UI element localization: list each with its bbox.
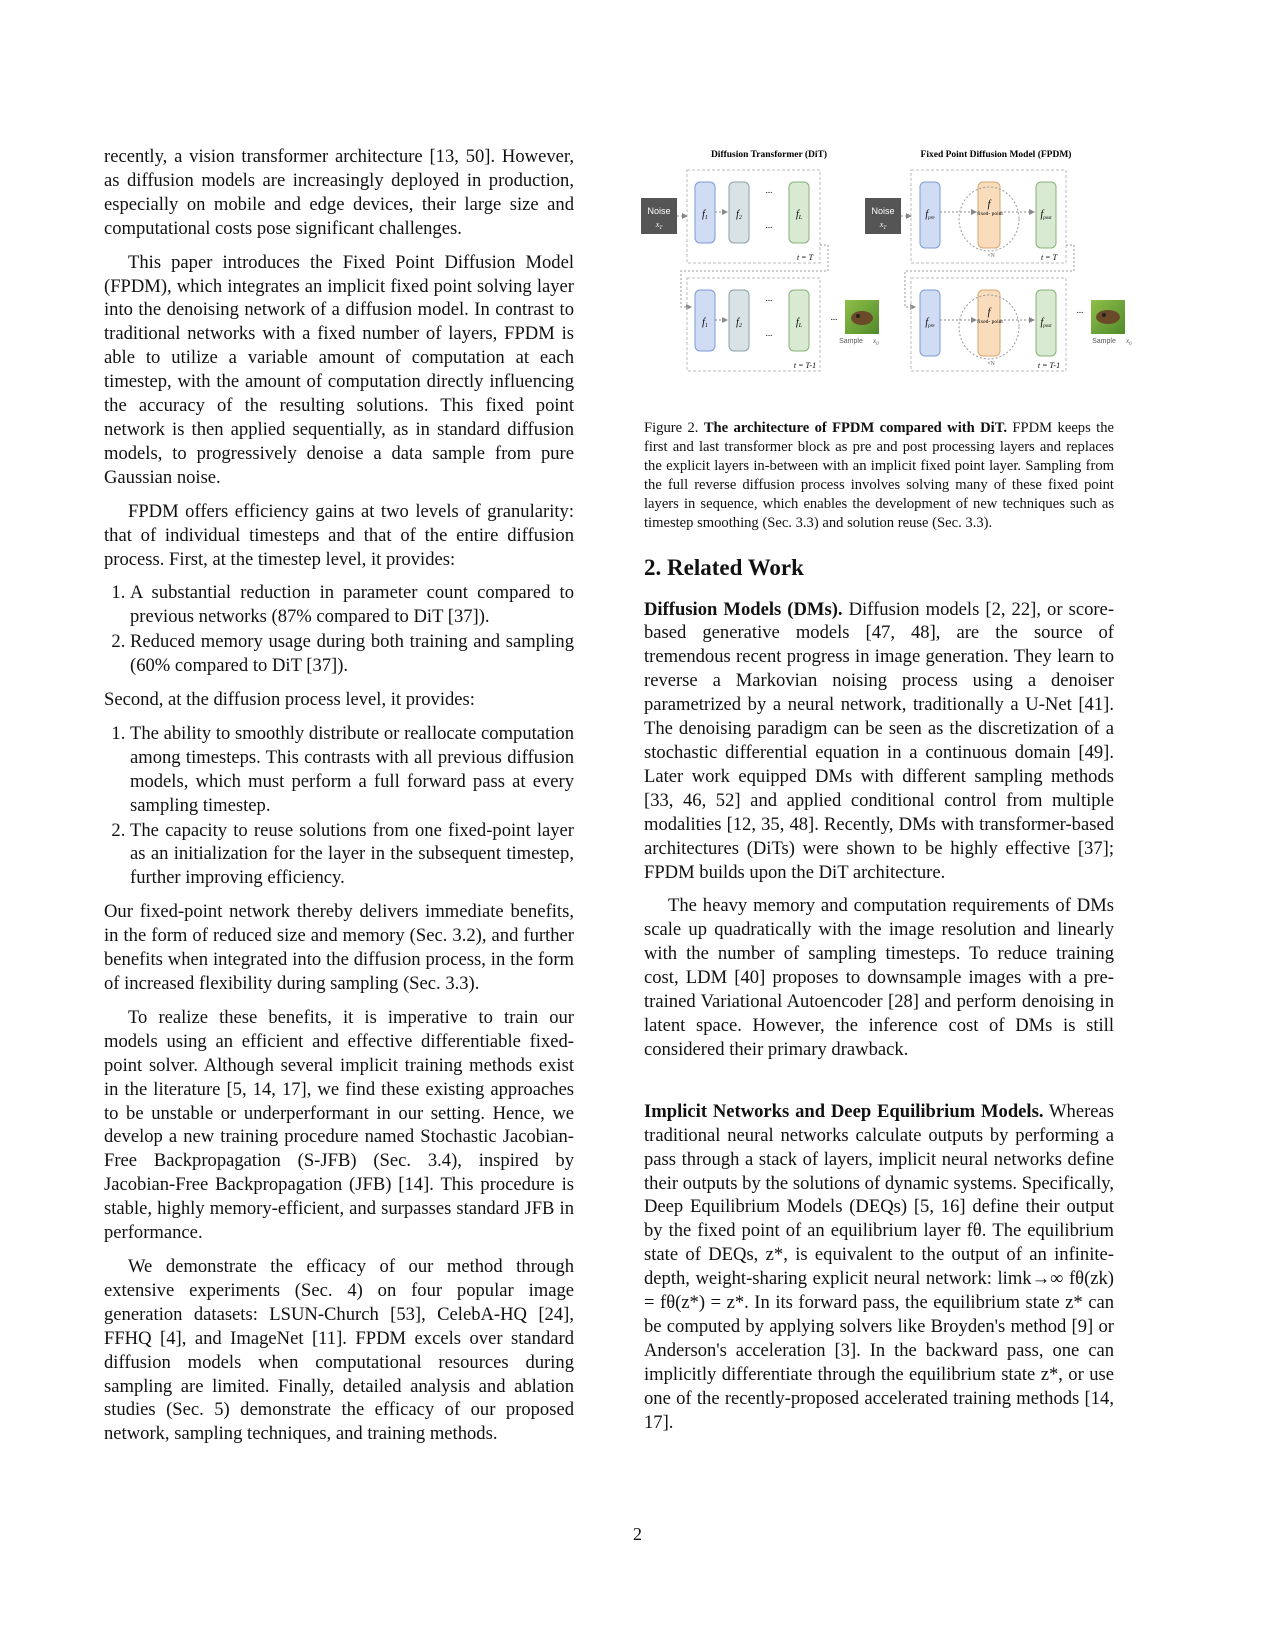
- dit-layer-2-label: $f_2$: [736, 317, 742, 329]
- caption-prefix: Figure 2.: [644, 420, 699, 436]
- paragraph-dm-cost: The heavy memory and computation requirements of DMs scale up quadratically with the image resolution and linearly with the number of sampling timesteps. To reduce training cost, LDM [40] proposes to downsample images with a pre-trained Variational Autoencoder [28] and perform denoising in latent space. However, the inference cost of DMs is still considered their primary drawback.: [644, 895, 1114, 1060]
- caption-bold: The architecture of FPDM compared with DiT.: [703, 420, 1008, 436]
- dit-layer-1: [695, 290, 715, 351]
- paragraph-fpdm-intro: This paper introduces the Fixed Point Diffusion Model (FPDM), which integrates an implicit fixed point solving layer into the denoising network of a diffusion model. In contrast to traditional networks with a fixed number of layers, FPDM is able to utilize a variable amount of computation at each timestep, with the amount of computation directly influencing the accuracy of the resulting solutions. This fixed point network is then applied sequentially, as in standard diffusion models, to progressively denoise a data sample from pure Gaussian noise.: [104, 251, 574, 488]
- fpdm-fixed-point-label: f: [987, 199, 991, 210]
- paragraph-experiments: We demonstrate the efficacy of our method through extensive experiments (Sec. 4) on four popular image generation datasets: LSUN-Church [53], CelebA-HQ [24], FFHQ [4], and ImageNet [11]. FPDM excels over standard diffusion models when computational resources during sampling are limited. Finally, detailed analysis and ablation studies (Sec. 5) demonstrate the efficacy of our proposed network, sampling techniques, and training methods.: [104, 1255, 574, 1445]
- paragraph-implicit-networks: [644, 1100, 1114, 1435]
- dit-layer-L-label: $f_L$: [795, 317, 803, 329]
- dit-layer-1-label: $f_1$: [702, 209, 708, 221]
- paragraph-process-level: Second, at the diffusion process level, it provides:: [104, 689, 475, 711]
- paragraph-benefits-summary: Our fixed-point network thereby delivers immediate benefits, in the form of reduced size and memory (Sec. 3.2), and further benefits when integrated into the diffusion process, in the form of increased flexibility during sampling (Sec. 3.3).: [104, 901, 574, 994]
- figure-caption: [644, 419, 1114, 534]
- paragraph-text: Diffusion models [2, 22], or score-based generative models [47, 48], are the source of tremendous recent progress in image generation. They learn to reverse a Markovian noising process using a denoiser parametrized by a neural network, traditionally a U-Net [41]. The denoising paradigm can be seen as the discretization of a stochastic differential equation in a continuous domain [49]. Later work equipped DMs with different sampling methods [33, 46, 52] and applied conditional control from multiple modalities [12, 35, 48]. Recently, DMs with transformer-based architectures (DiTs) were shown to be highly effective [37]; FPDM builds upon the DiT architecture.: [644, 598, 1115, 883]
- noise-var: $x_T$: [655, 220, 663, 231]
- ellipsis: ...: [765, 328, 773, 338]
- fpdm-pre-label: $f_{pre}$: [925, 209, 935, 221]
- dit-layer-L: [789, 290, 809, 351]
- fpdm-post-label: $f_{post}$: [1040, 317, 1052, 329]
- timestep-benefits-list: [104, 581, 574, 678]
- list-item: 2. Reduced memory usage during both training and sampling (60% compared to DiT [37]).: [130, 630, 574, 678]
- noise-var: $x_T$: [879, 220, 887, 231]
- architecture-diagram: [639, 145, 1159, 397]
- paragraph-intro-end: recently, a vision transformer architecture [13, 50]. However, as diffusion models are increasingly deployed in production, especially on mobile and edge devices, their large size and computational costs pose significant challenges.: [104, 146, 574, 239]
- caption-text: FPDM keeps the first and last transformer block as pre and post processing layers and replaces the explicit layers in-between with an implicit fixed point layer. Sampling from the full reverse diffusion process involves solving many of these fixed point layers in sequence, which enables the development of new techniques such as timestep smoothing (Sec. 3.3) and solution reuse (Sec. 3.3).: [644, 420, 1114, 532]
- paragraph-training: To realize these benefits, it is imperative to train our models using an efficient and effective differentiable fixed-point solver. Although several implicit training methods exist in the literature [5, 14, 17], we find these existing approaches to be unstable or underperformant in our setting. Hence, we develop a new training procedure named Stochastic Jacobian-Free Backpropagation (S-JFB) (Sec. 3.4), inspired by Jacobian-Free Backpropagation (JFB) [14]. This procedure is stable, highly memory-efficient, and surpasses standard JFB in performance.: [104, 1006, 574, 1244]
- list-item: 1. The ability to smoothly distribute or reallocate computation among timesteps. This contrasts with all previous diffusion models, which must perform a full forward pass at every sampling timestep.: [130, 722, 574, 818]
- fpdm-fixed-point-sub: fixed- point: [977, 211, 1003, 217]
- dit-layer-2: [729, 290, 749, 351]
- left-column: [104, 145, 574, 1456]
- fpdm-title: Fixed Point Diffusion Model (FPDM): [920, 150, 1072, 160]
- right-column: [644, 145, 1132, 1444]
- loop-count: ×N: [987, 253, 995, 259]
- timestep-label-top: t = T: [796, 253, 814, 262]
- ellipsis: ...: [765, 185, 773, 195]
- fpdm-pre-layer: [920, 290, 940, 356]
- fpdm-fixed-point-label: f: [987, 307, 991, 318]
- dit-layer-1-label: $f_1$: [702, 317, 708, 329]
- process-benefits-list: [104, 722, 574, 890]
- ellipsis: ...: [765, 220, 773, 230]
- sample-var: $x_0$: [1126, 337, 1132, 347]
- timestep-label-top: t = T: [1040, 253, 1058, 262]
- fpdm-fixed-point-sub: fixed- point: [977, 319, 1003, 325]
- paragraph-diffusion-models: [644, 598, 1114, 885]
- noise-label: Noise: [647, 206, 671, 216]
- loop-count: ×N: [987, 361, 995, 367]
- runin-heading: Diffusion Models (DMs).: [644, 598, 843, 620]
- architecture-figure: [639, 145, 1159, 397]
- dit-title: Diffusion Transformer (DiT): [710, 150, 828, 160]
- noise-label: Noise: [871, 206, 895, 216]
- paragraph-efficiency: FPDM offers efficiency gains at two levels of granularity: that of individual timesteps and that of the entire diffusion process. First, at the timestep level, it provides:: [104, 500, 574, 570]
- ellipsis: ...: [830, 312, 838, 322]
- fpdm-post-layer: [1036, 182, 1056, 248]
- list-item: 1. A substantial reduction in parameter count compared to previous networks (87% compared to DiT [37]).: [130, 581, 574, 629]
- section-title: 2. Related Work: [644, 554, 804, 580]
- page-number: 2: [633, 1524, 642, 1544]
- ellipsis: ...: [765, 293, 773, 303]
- sample-label: Sample: [839, 338, 863, 345]
- dit-layer-L: [789, 182, 809, 243]
- fpdm-pre-label: $f_{pre}$: [925, 317, 935, 329]
- timestep-label-bottom: t = T-1: [793, 361, 817, 370]
- fpdm-pre-layer: [920, 182, 940, 248]
- dit-layer-1: [695, 182, 715, 243]
- dit-layer-L-label: $f_L$: [795, 209, 803, 221]
- dit-layer-2-label: $f_2$: [736, 209, 742, 221]
- dit-layer-2: [729, 182, 749, 243]
- timestep-label-bottom: t = T-1: [1037, 361, 1061, 370]
- fpdm-post-layer: [1036, 290, 1056, 356]
- fpdm-post-label: $f_{post}$: [1040, 209, 1052, 221]
- runin-heading: Implicit Networks and Deep Equilibrium Models.: [644, 1100, 1044, 1122]
- list-item: 2. The capacity to reuse solutions from one fixed-point layer as an initialization for the layer in the subsequent timestep, further improving efficiency.: [130, 819, 574, 891]
- ellipsis: ...: [1076, 305, 1084, 315]
- sample-var: $x_0$: [873, 337, 879, 347]
- sample-label: Sample: [1092, 338, 1116, 345]
- paragraph-text: Whereas traditional neural networks calculate outputs by performing a pass through a stack of layers, implicit neural networks define their outputs by the solutions of dynamic systems. Specifically, Deep Equilibrium Models (DEQs) [5, 16] define their output by the fixed point of an equilibrium layer fθ. The equilibrium state of DEQs, z*, is equivalent to the output of an infinite-depth, weight-sharing explicit neural network: limk→∞ fθ(zk) = fθ(z*) = z*. In its forward pass, the equilibrium state z* can be computed by applying solvers like Broyden's method [9] or Anderson's acceleration [3]. In the backward pass, one can implicitly differentiate through the equilibrium state z*, or use one of the recently-proposed accelerated training methods [14, 17].: [644, 1100, 1115, 1433]
